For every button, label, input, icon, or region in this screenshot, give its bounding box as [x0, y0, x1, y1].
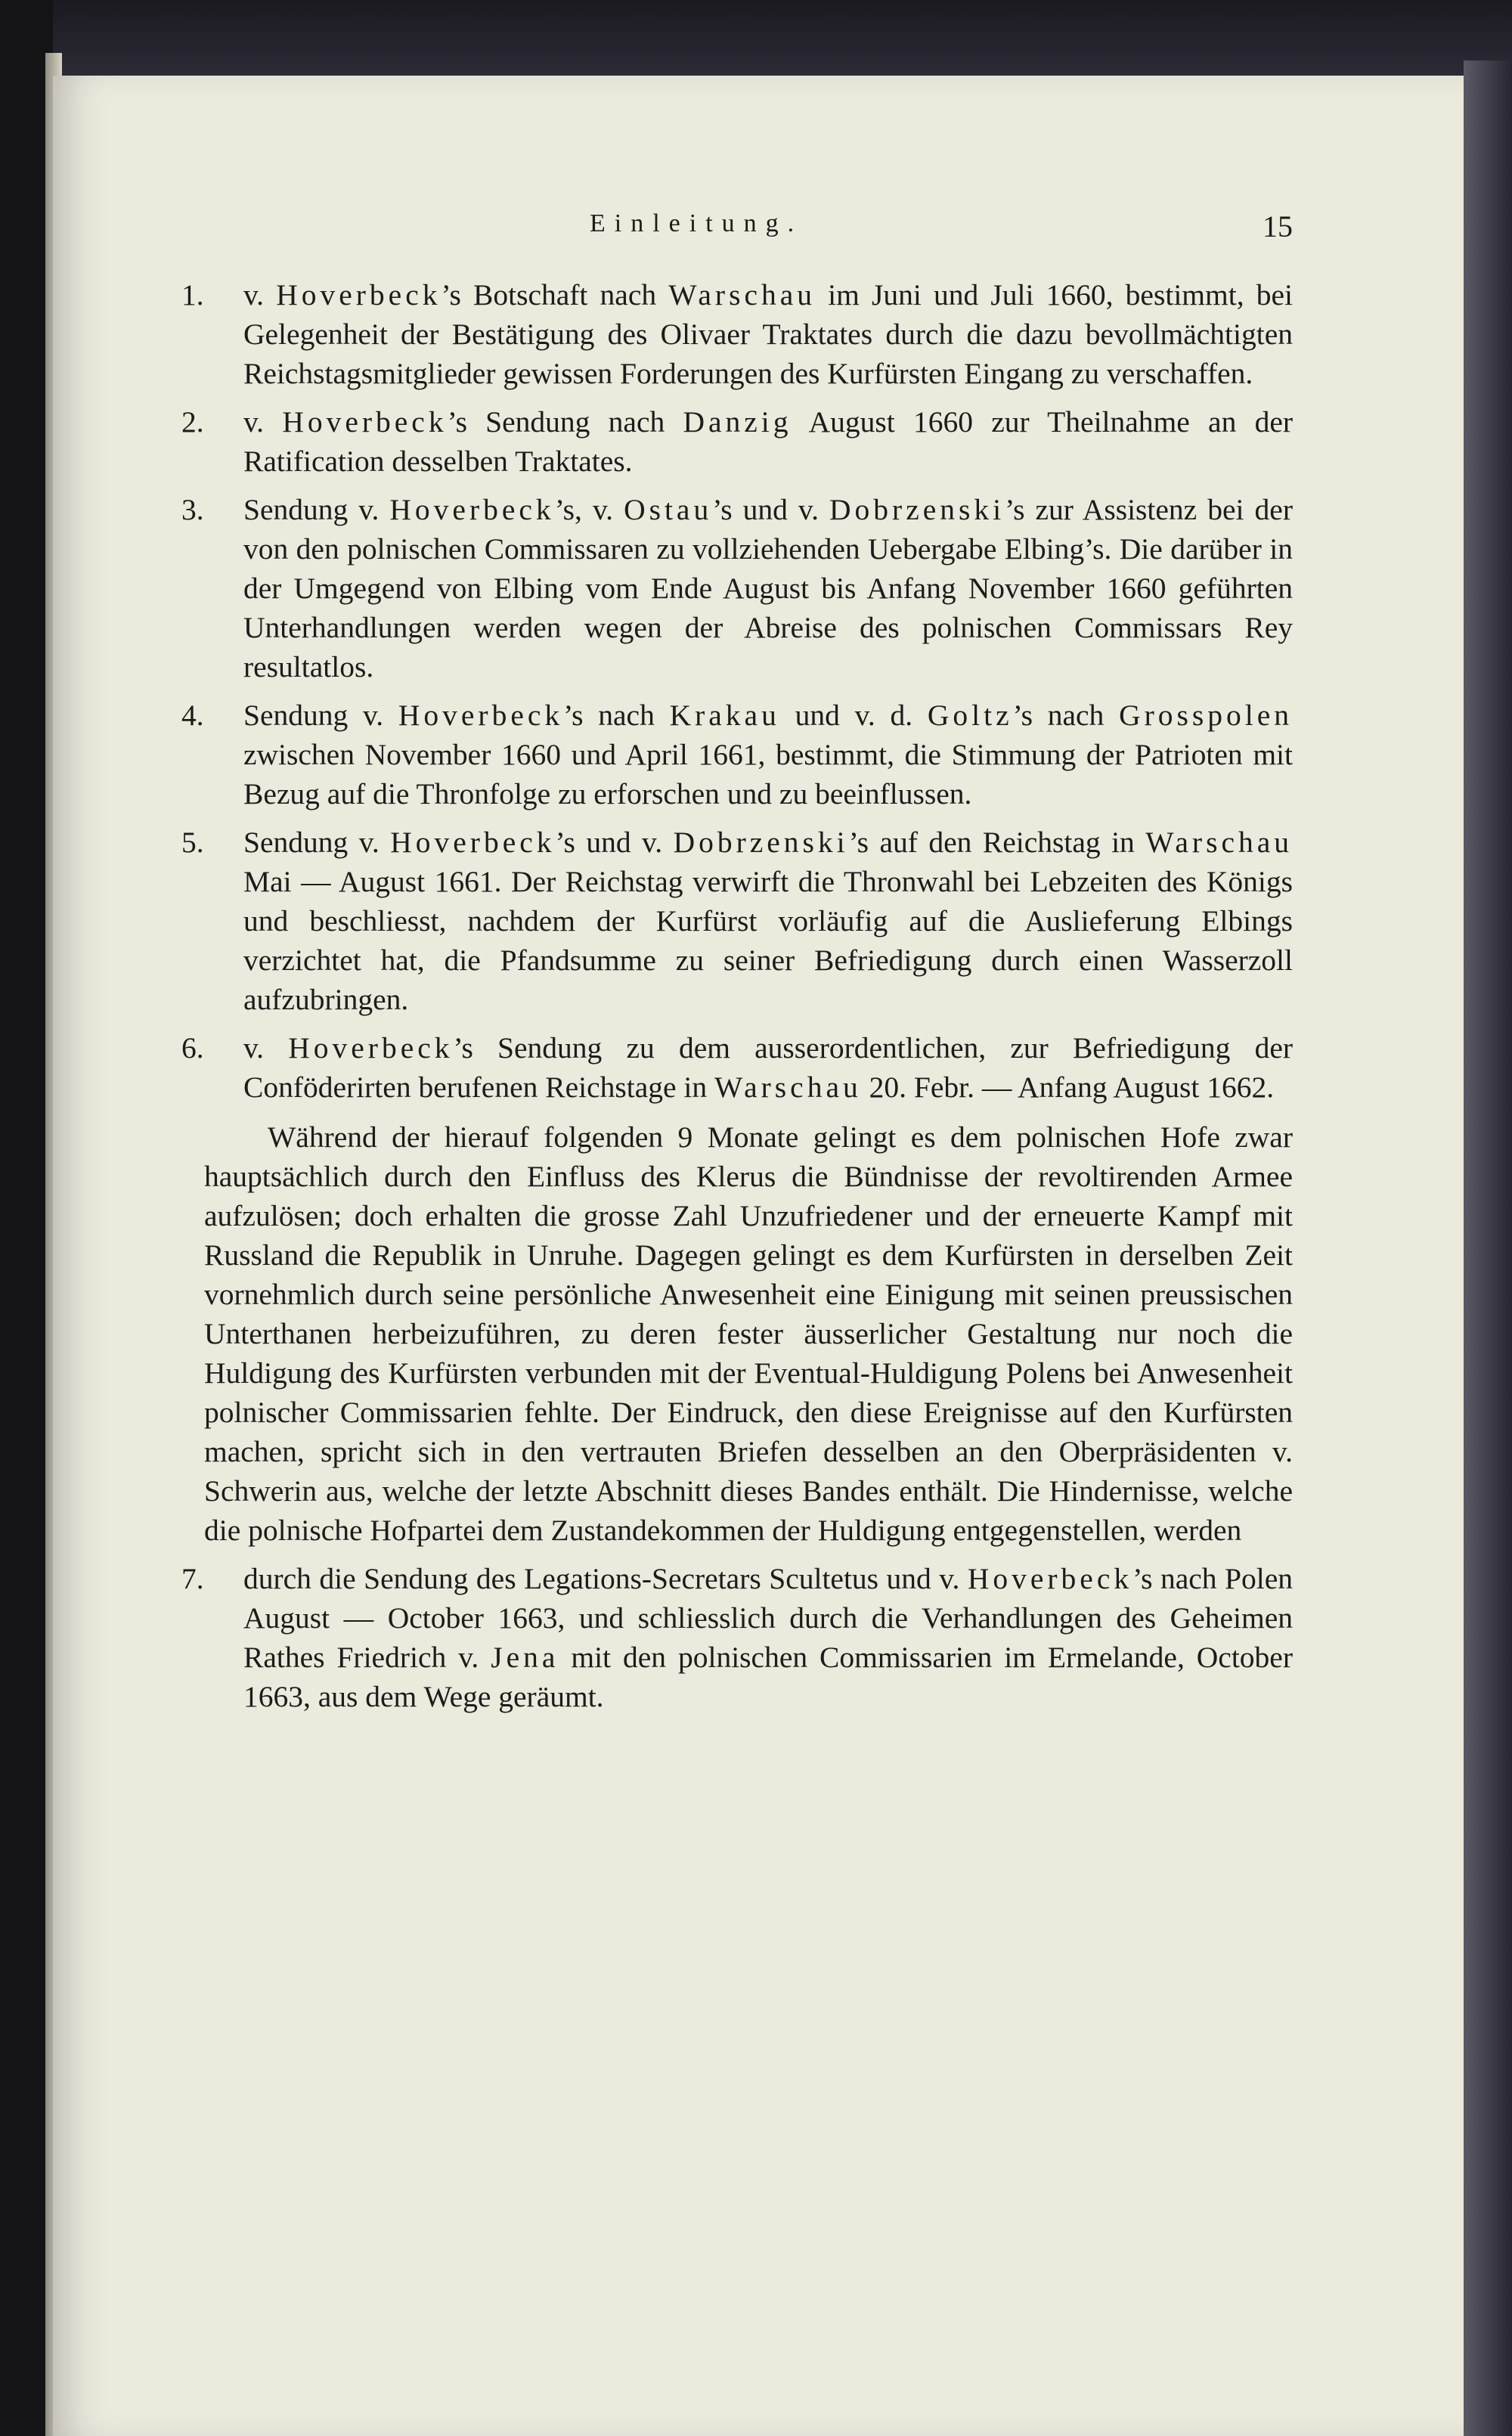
text-run: ’s nach [1012, 699, 1120, 732]
text-run: und v. d. [779, 699, 928, 732]
text-run: ’s Sendung nach [447, 405, 683, 439]
list-item-text [243, 1562, 1293, 1713]
text-run: zwischen November 1660 und April 1661, bestimmt, die Stimmung der Patrioten mit Bezug auf die Thronfolge zu erforschen und zu beeinflussen. [243, 738, 1293, 810]
list-item-text [243, 405, 1293, 478]
spaced-name: Warschau [714, 1071, 862, 1104]
list-item-number: 6. [181, 1031, 204, 1065]
text-run: Mai — August 1661. Der Reichstag verwirft die Thronwahl bei Lebzeiten des Königs und beschliesst, nachdem der Kurfürst vorläufig auf die Auslieferung Elbings verzichtet hat, die Pfandsumme zu seiner Befriedigung durch einen Wasserzoll aufzubringen. [243, 865, 1293, 1016]
spaced-name: Hoverbeck [389, 493, 555, 526]
text-run: ’s Sendung zu dem ausserordentlichen, zur Befriedigung der Conföderirten berufenen Reichstage in [243, 1031, 1293, 1104]
spaced-name: Grosspolen [1119, 699, 1294, 732]
list-item [181, 1559, 1293, 1716]
list-item-text [243, 493, 1293, 683]
list-item-number: 7. [181, 1562, 204, 1595]
text-run: August 1660 zur Theilnahme an der Ratification desselben Traktates. [243, 405, 1294, 478]
spaced-name: Warschau [1145, 826, 1294, 859]
spaced-name: Krakau [669, 699, 780, 732]
spaced-name: Jena [491, 1641, 559, 1674]
list-item-number: 5. [181, 826, 204, 859]
text-run: ’s auf den Reichstag in [848, 826, 1146, 859]
text-run: ’s Botschaft nach [441, 278, 669, 311]
spaced-name: Ostau [624, 493, 713, 526]
spaced-name: Dobrzenski [829, 493, 1005, 526]
text-run: mit den polnischen Commissarien im Ermelande, October 1663, aus dem Wege geräumt. [243, 1641, 1293, 1713]
book-cover-top [0, 0, 1512, 83]
text-run: Sendung v. [243, 699, 398, 732]
spaced-name: Hoverbeck [276, 278, 442, 311]
list-item [181, 1028, 1293, 1107]
spaced-name: Hoverbeck [398, 699, 564, 732]
text-run: ’s zur Assistenz bei der von den polnischen Commissaren zu vollziehenden Uebergabe Elbing’s. Die darüber in der Umgegend von Elbing vom Ende August bis Anfang November 1660 geführten Unterhandlungen werden wegen der Abreise des polnischen Commissars Rey resultatlos. [243, 493, 1293, 683]
running-title: Einleitung. [590, 209, 804, 237]
book-cover-right [1464, 60, 1512, 2436]
list-item-number: 2. [181, 405, 204, 439]
spaced-name: Hoverbeck [282, 405, 448, 439]
list-item [181, 402, 1294, 481]
list-item-text [243, 278, 1293, 390]
list-item [181, 823, 1294, 1019]
list-item-text [243, 826, 1293, 1016]
list-item-text [243, 699, 1293, 810]
list-item [181, 490, 1293, 686]
body-paragraph: Während der hierauf folgenden 9 Monate gelingt es dem polnischen Hofe zwar hauptsächlich durch den Einfluss des Klerus die Bündnisse der revoltirenden Armee aufzulösen; doch erhalten die grosse Zahl Unzufriedener und der erneuerte Kampf mit Russland die Republik in Unruhe. Dagegen gelingt es dem Kurfürsten in derselben Zeit vornehmlich durch seine persönliche Anwesenheit eine Einigung mit seinen preussischen Unterthanen herbeizuführen, zu deren fester äusserlicher Gestaltung nur noch die Huldigung des Kurfürsten verbunden mit der Eventual-Huldigung Polens bei Anwesenheit polnischer Commissarien fehlte. Der Eindruck, den diese Ereignisse auf den Kurfürsten machen, spricht sich in den vertrauten Briefen desselben an den Oberpräsidenten v. Schwerin aus, welche der letzte Abschnitt dieses Bandes enthält. Die Hindernisse, welche die polnische Hofpartei dem Zustandekommen der Huldigung entgegenstellen, werden [204, 1120, 1293, 1547]
text-run: ’s, v. [554, 493, 624, 526]
numbered-list [181, 275, 1294, 1107]
spaced-name: Hoverbeck [967, 1562, 1133, 1595]
spaced-name: Warschau [668, 278, 816, 311]
list-item-number: 1. [181, 278, 204, 311]
text-run: ’s und v. [712, 493, 830, 526]
spaced-name: Hoverbeck [390, 826, 556, 859]
text-run: v. [243, 1031, 289, 1065]
list-item-number: 3. [181, 493, 204, 526]
text-run: im Juni und Juli 1660, bestimmt, bei Gelegenheit der Bestätigung des Olivaer Traktates durch die dazu bevollmächtigten Reichstagsmitglieder gewissen Forderungen des Kurfürsten Eingang zu verschaffen. [243, 278, 1293, 390]
text-run: durch die Sendung des Legations-Secretars Scultetus und v. [243, 1562, 968, 1595]
spaced-name: Hoverbeck [288, 1031, 454, 1065]
text-run: v. [243, 278, 277, 311]
text-run: ’s nach [563, 699, 670, 732]
text-run: Sendung v. [243, 493, 390, 526]
text-run: 20. Febr. — Anfang August 1662. [861, 1071, 1275, 1104]
list-item [181, 275, 1293, 393]
list-item-number: 4. [181, 699, 204, 732]
text-run: Sendung v. [243, 826, 391, 859]
page-number: 15 [1263, 209, 1293, 243]
text-run: ’s nach Polen August — October 1663, und schliesslich durch die Verhandlungen des Geheimen Rathes Friedrich v. [243, 1562, 1293, 1674]
list-item-text [243, 1031, 1293, 1104]
text-run: v. [243, 405, 283, 439]
numbered-list-continuation [181, 1559, 1293, 1716]
spaced-name: Danzig [683, 405, 792, 439]
spaced-name: Goltz [927, 699, 1013, 732]
spaced-name: Dobrzenski [673, 826, 849, 859]
text-run: ’s und v. [555, 826, 674, 859]
page-content [181, 204, 1294, 1725]
list-item [181, 696, 1294, 814]
running-head [204, 204, 1293, 249]
